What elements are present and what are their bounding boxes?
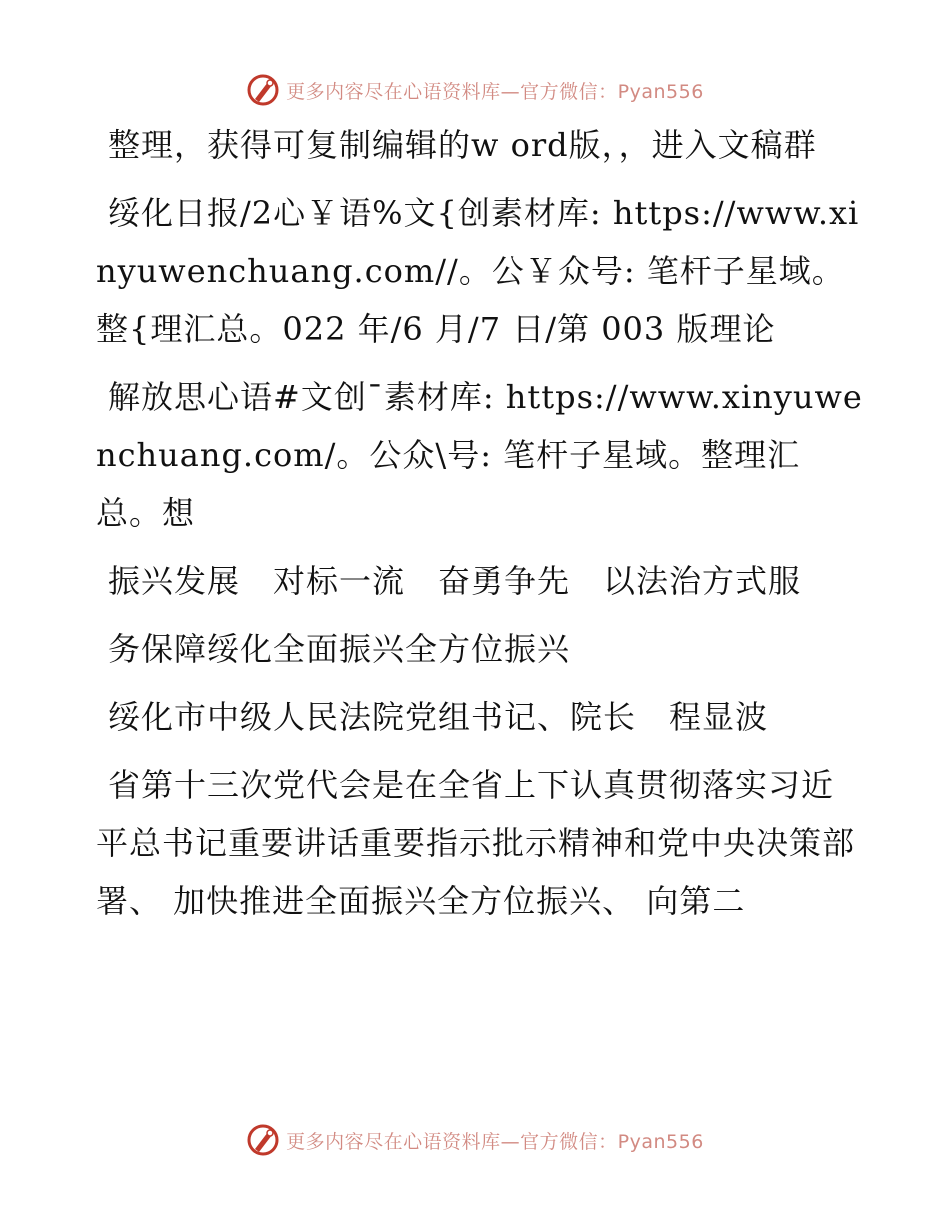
paragraph-2: 绥化日报/2心￥语%文{创素材库: https://www.xinyuwenchuang.com//。公￥众号: 笔杆子星域。整{理汇总。022 年/6 月/7 日/第 003 版理论: [96, 194, 860, 348]
header-banner-text: 更多内容尽在心语资料库—官方微信：Pyan556: [286, 80, 704, 103]
paragraph-1: 整理，获得可复制编辑的w ord版，，进入文稿群: [108, 126, 817, 164]
footer-watermark-banner: [0, 1120, 950, 1160]
paragraph-7: 省第十三次党代会是在全省上下认真贯彻落实习近平总书记重要讲话重要指示批示精神和党中央决策部署、 加快推进全面振兴全方位振兴、 向第二: [96, 766, 856, 920]
document-body: [96, 116, 866, 940]
paragraph-4: 振兴发展 对标一流 奋勇争先 以法治方式服: [108, 562, 802, 600]
header-watermark-banner: [0, 70, 950, 110]
footer-banner-text: 更多内容尽在心语资料库—官方微信：Pyan556: [286, 1130, 704, 1153]
paragraph-6: 绥化市中级人民法院党组书记、院长 程显波: [108, 698, 769, 736]
pen-logo-icon: [246, 73, 280, 107]
pen-logo-icon: [246, 1123, 280, 1157]
paragraph-3: 解放思心语#文创¯素材库: https://www.xinyuwenchuang.com/。公众\号: 笔杆子星域。整理汇总。想: [96, 378, 863, 532]
paragraph-5: 务保障绥化全面振兴全方位振兴: [108, 630, 571, 668]
